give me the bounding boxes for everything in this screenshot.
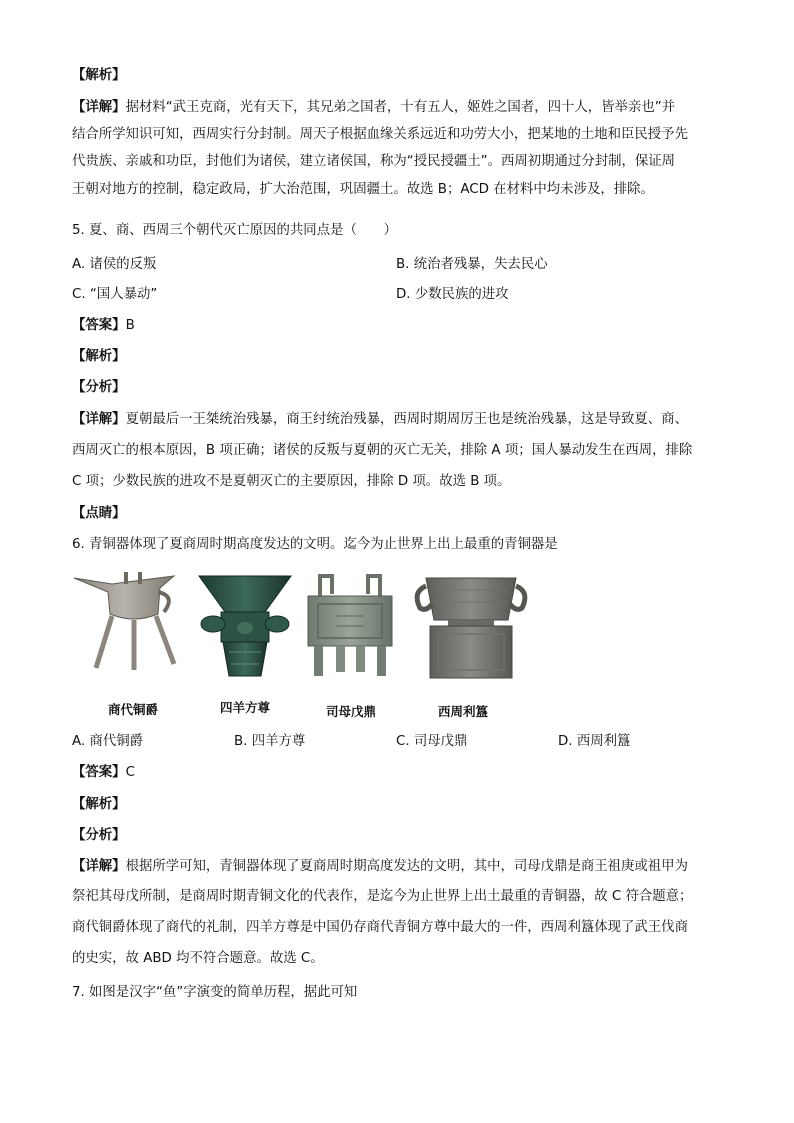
- bronze-jue-image: [72, 570, 187, 675]
- q5-dianjing-label: 【点睛】: [72, 506, 126, 521]
- bronze-simuwu-ding-image: [300, 572, 400, 678]
- q6-stem: 6. 青铜器体现了夏商周时期高度发达的文明。迄今为止世界上出上最重的青铜器是: [72, 537, 558, 552]
- q4-analysis-label: 【解析】: [72, 68, 126, 83]
- q7-stem: 7. 如图是汉字“鱼”字演变的简单历程，据此可知: [72, 985, 358, 1000]
- q5-answer: 【答案】B: [72, 318, 135, 333]
- q4-detail-line-4: 王朝对地方的控制，稳定政局，扩大治范围，巩固疆土。故选 B；ACD 在材料中均未涉及，排除。: [72, 182, 654, 197]
- bronze-li-gui-image: [412, 572, 530, 682]
- bronze-four-ram-zun-image: [195, 572, 295, 680]
- q6-detail-line-3: 商代铜爵体现了商代的礼制，四羊方尊是中国仍存商代青铜方尊中最大的一件，西周利簋体现了武王伐商: [72, 920, 688, 935]
- q6-caption-ding: 司母戊鼎: [326, 704, 377, 719]
- q6-detail-line-4: 的史实，故 ABD 均不符合题意。故选 C。: [72, 951, 324, 966]
- q5-analysis-label: 【解析】: [72, 349, 126, 364]
- q6-caption-zun: 四羊方尊: [220, 700, 271, 715]
- q5-fenxi-label: 【分析】: [72, 380, 126, 395]
- q6-caption-gui: 西周利簋: [438, 704, 489, 719]
- q4-detail-line-1: 【详解】据材料“武王克商，光有天下，其兄弟之国者，十有五人，姬姓之国者，四十人，皆举亲也”并: [72, 100, 676, 115]
- q6-option-d: D. 西周利簋: [558, 734, 631, 749]
- q5-option-d: D. 少数民族的进攻: [396, 287, 509, 302]
- q5-option-b: B. 统治者残暴，失去民心: [396, 257, 548, 272]
- q6-analysis-label: 【解析】: [72, 797, 126, 812]
- q4-detail-label: 【详解】: [72, 100, 126, 115]
- q6-answer: 【答案】C: [72, 765, 135, 780]
- q5-detail-line-1: 【详解】夏朝最后一王桀统治残暴，商王纣统治残暴，西周时期周厉王也是统治残暴，这是导致夏、商、: [72, 412, 688, 427]
- q6-caption-jue: 商代铜爵: [108, 702, 159, 717]
- q6-fenxi-label: 【分析】: [72, 828, 126, 843]
- q5-option-c: C. “国人暴动”: [72, 287, 158, 302]
- q6-detail-line-2: 祭祀其母戊所制，是商周时期青铜文化的代表作，是迄今为止世界上出土最重的青铜器，故 C 符合题意；: [72, 889, 693, 904]
- q5-option-a: A. 诸侯的反叛: [72, 257, 157, 272]
- q5-detail-line-3: C 项；少数民族的进攻不是夏朝灭亡的主要原因，排除 D 项。故选 B 项。: [72, 474, 511, 489]
- q6-option-b: B. 四羊方尊: [234, 734, 306, 749]
- q5-stem: 5. 夏、商、西周三个朝代灭亡原因的共同点是（ ）: [72, 223, 398, 238]
- q5-detail-line-2: 西周灭亡的根本原因，B 项正确；诸侯的反叛与夏朝的灭亡无关，排除 A 项；国人暴动发生在西周，排除: [72, 443, 693, 458]
- q6-detail-line-1: 【详解】根据所学可知，青铜器体现了夏商周时期高度发达的文明，其中，司母戊鼎是商王祖庚或祖甲为: [72, 859, 688, 874]
- q4-detail-line-2: 结合所学知识可知，西周实行分封制。周天子根据血缘关系远近和功劳大小，把某地的土地和臣民授予先: [72, 127, 688, 142]
- q6-option-a: A. 商代铜爵: [72, 734, 143, 749]
- q6-option-c: C. 司母戊鼎: [396, 734, 468, 749]
- q4-detail-line-3: 代贵族、亲戚和功臣，封他们为诸侯，建立诸侯国，称为“授民授疆土”。西周初期通过分封制，保证周: [72, 154, 676, 169]
